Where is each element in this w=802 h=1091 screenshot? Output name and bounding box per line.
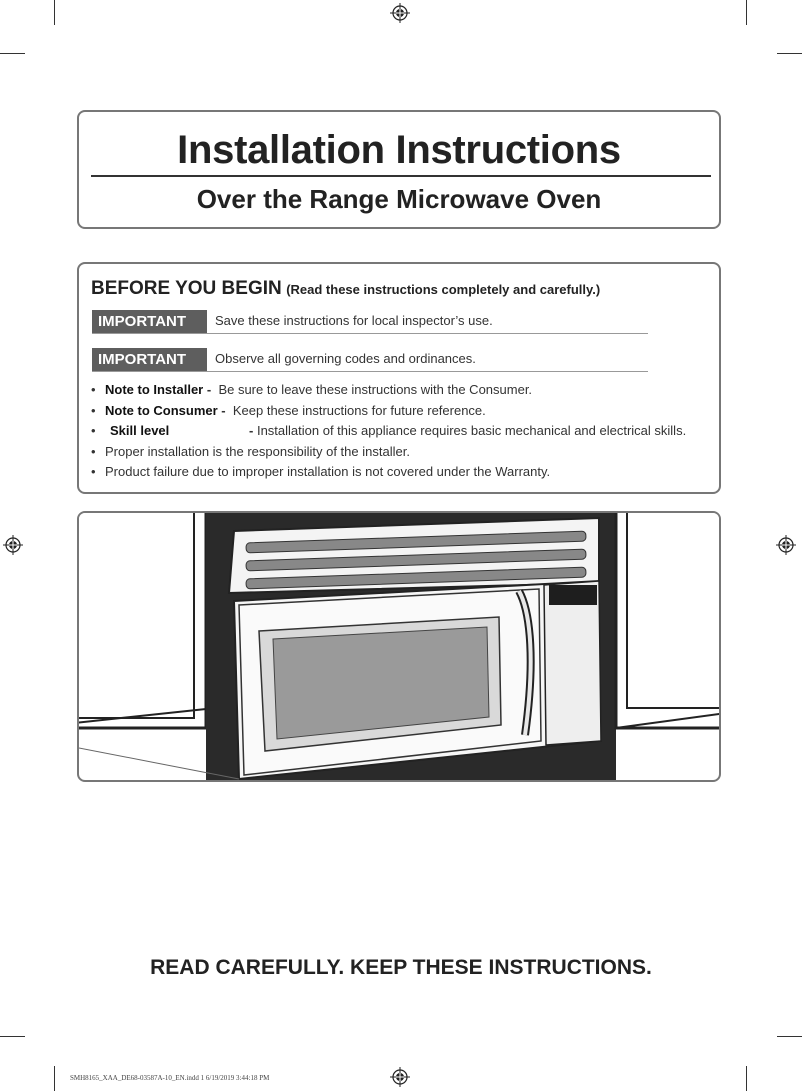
important-row xyxy=(92,348,648,372)
crop-mark-bottom-left xyxy=(54,1066,55,1091)
title-box xyxy=(77,110,721,229)
bullet-text: Installation of this appliance requires basic mechanical and electrical skills. xyxy=(256,423,687,438)
read-carefully-banner: READ CAREFULLY. KEEP THESE INSTRUCTIONS. xyxy=(150,956,652,979)
registration-mark-icon xyxy=(3,535,23,555)
list-item: • Proper installation is the responsibility of the installer. xyxy=(91,443,410,459)
bullet-label: Note to Consumer xyxy=(105,402,218,418)
title-divider xyxy=(91,175,711,177)
microwave-illustration xyxy=(77,511,721,782)
important-badge: IMPORTANT xyxy=(92,310,207,333)
bullet-text: Product failure due to improper installation is not covered under the Warranty. xyxy=(105,464,551,479)
registration-mark-icon xyxy=(390,3,410,23)
crop-mark-bottom-left-h xyxy=(0,1036,25,1037)
important-row xyxy=(92,310,648,334)
document-title: Installation Instructions xyxy=(177,128,621,172)
registration-mark-icon xyxy=(776,535,796,555)
list-item: • Skill level - Installation of this appliance requires basic mechanical and electrical skills. xyxy=(91,421,686,442)
crop-mark-top-left xyxy=(54,0,55,25)
section-heading-note: (Read these instructions completely and carefully.) xyxy=(286,282,601,297)
bullet-label: Note to Installer xyxy=(105,382,204,397)
section-heading-title: BEFORE YOU BEGIN xyxy=(91,278,282,299)
bullet-label: Skill level xyxy=(110,423,170,438)
crop-mark-top-right xyxy=(746,0,747,25)
list-item: • Product failure due to improper installation is not covered under the Warranty. xyxy=(91,464,551,479)
bullet-text: Keep these instructions for future reference. xyxy=(232,402,486,418)
bullet-separator: - xyxy=(217,402,230,418)
crop-mark-bottom-right xyxy=(746,1066,747,1091)
list-item: • Note to Installer - Be sure to leave these instructions with the Consumer. xyxy=(91,382,533,397)
before-you-begin-section xyxy=(77,262,721,494)
important-text: Observe all governing codes and ordinances. xyxy=(215,351,476,366)
crop-mark-top-left-h xyxy=(0,53,25,54)
important-badge: IMPORTANT xyxy=(92,348,207,371)
crop-mark-bottom-right-h xyxy=(777,1036,802,1037)
list-item: • Note to Consumer - Keep these instructions for future reference. xyxy=(91,402,486,418)
registration-mark-icon xyxy=(390,1067,410,1087)
bullet-separator: - xyxy=(249,423,254,438)
microwave-oven-icon xyxy=(79,513,719,780)
bullet-list xyxy=(91,380,686,483)
crop-mark-top-right-h xyxy=(777,53,802,54)
section-heading xyxy=(91,278,600,300)
important-text: Save these instructions for local inspector’s use. xyxy=(215,313,493,328)
bullet-text: Be sure to leave these instructions with the Consumer. xyxy=(218,382,533,397)
document-subtitle: Over the Range Microwave Oven xyxy=(196,184,602,214)
file-slug: SMH8165_XAA_DE68-03587A-10_EN.indd 1 6/19/2019 3:44:18 PM xyxy=(70,1074,270,1082)
bullet-separator: - xyxy=(203,382,215,397)
bullet-text: Proper installation is the responsibility of the installer. xyxy=(105,443,410,459)
